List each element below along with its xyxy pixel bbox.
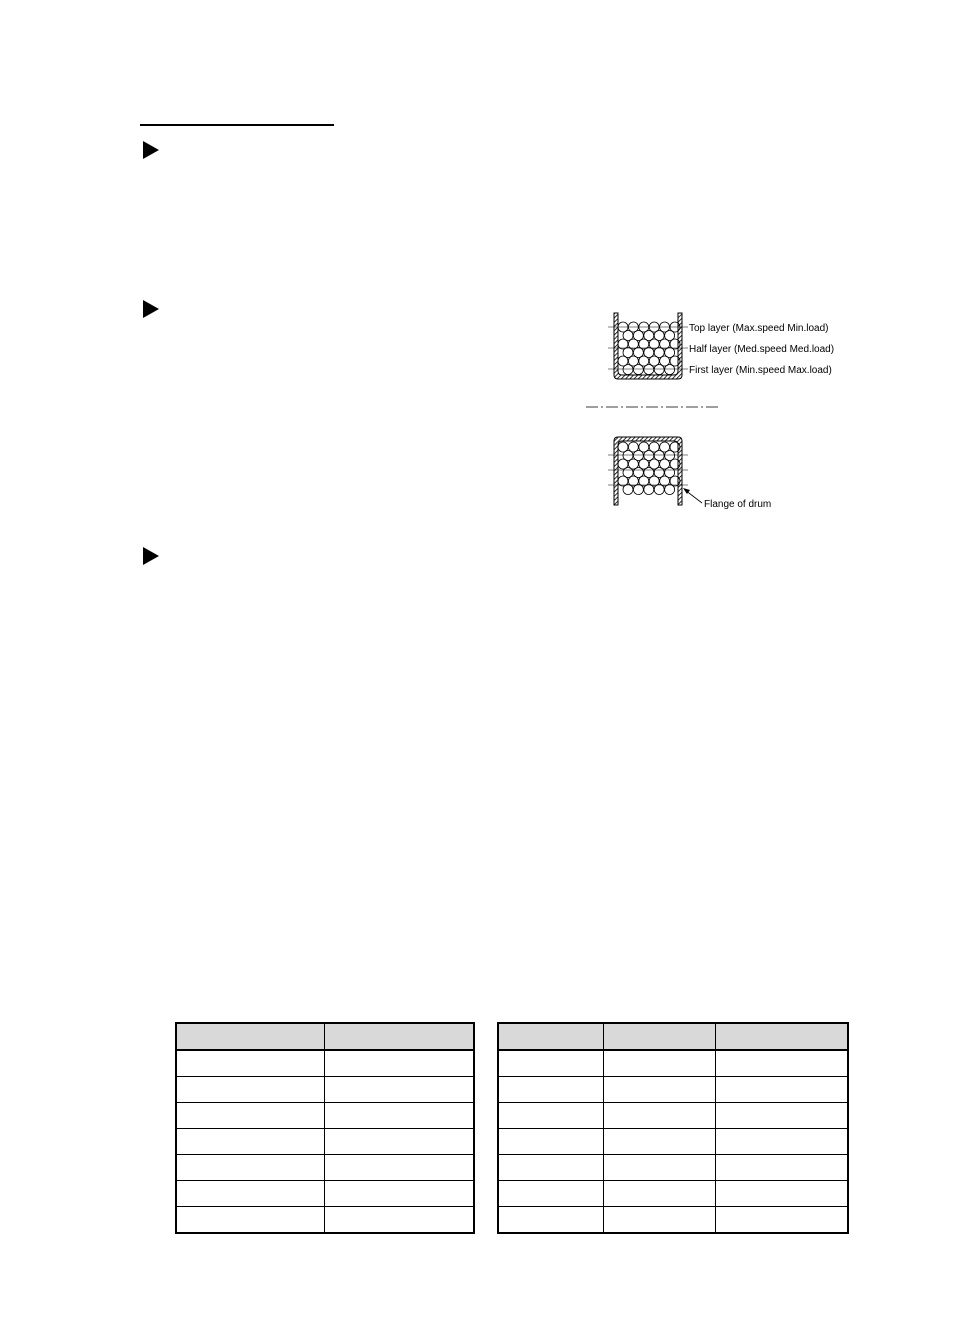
table-row [498, 1077, 848, 1103]
table-cell [603, 1103, 715, 1129]
table-cell [603, 1023, 715, 1050]
table-cell [324, 1103, 474, 1129]
table-row [498, 1103, 848, 1129]
table-row [498, 1155, 848, 1181]
table-cell [498, 1103, 603, 1129]
table-cell [498, 1155, 603, 1181]
table-cell [498, 1207, 603, 1234]
table-right [497, 1022, 849, 1234]
table-cell [176, 1181, 324, 1207]
rope-strand [665, 365, 675, 375]
rope-strand [633, 365, 643, 375]
table-cell [324, 1077, 474, 1103]
rope-strand [654, 485, 664, 495]
rope-strand [644, 365, 654, 375]
table-cell [603, 1129, 715, 1155]
table-cell [498, 1129, 603, 1155]
rope-strand [633, 485, 643, 495]
section-title-underline [140, 124, 334, 126]
drum-cross-section-lower [608, 437, 688, 505]
table-cell [715, 1155, 848, 1181]
rope-strand [623, 365, 633, 375]
table-row [176, 1103, 474, 1129]
bullet-arrow-icon [143, 300, 159, 318]
table-cell [176, 1050, 324, 1077]
drum-layer-diagram [580, 305, 870, 520]
table-cell [603, 1050, 715, 1077]
table-cell [324, 1155, 474, 1181]
table-cell [176, 1207, 324, 1234]
table-row [176, 1181, 474, 1207]
table-cell [715, 1050, 848, 1077]
table-cell [715, 1103, 848, 1129]
flange-label: Flange of drum [704, 499, 772, 510]
rope-strand [654, 365, 664, 375]
table-row [498, 1207, 848, 1234]
table-row [176, 1050, 474, 1077]
table-cell [324, 1023, 474, 1050]
table-cell [498, 1023, 603, 1050]
table-row [498, 1050, 848, 1077]
table-cell [176, 1103, 324, 1129]
half-layer-label: Half layer (Med.speed Med.load) [689, 344, 835, 355]
table-row [498, 1181, 848, 1207]
table-row [176, 1129, 474, 1155]
table-cell [176, 1023, 324, 1050]
first-layer-label: First layer (Min.speed Max.load) [689, 365, 832, 376]
table-cell [715, 1207, 848, 1234]
table-cell [603, 1181, 715, 1207]
table-cell [324, 1050, 474, 1077]
table-row [176, 1155, 474, 1181]
table-cell [498, 1077, 603, 1103]
table-cell [715, 1023, 848, 1050]
rope-strand [665, 485, 675, 495]
table-cell [498, 1050, 603, 1077]
table-row [176, 1077, 474, 1103]
table-cell [176, 1155, 324, 1181]
table-cell [715, 1181, 848, 1207]
bullet-arrow-icon [143, 547, 159, 565]
table-cell [715, 1077, 848, 1103]
table-row [498, 1129, 848, 1155]
bullet-arrow-icon [143, 141, 159, 159]
drum-cross-section-upper [608, 313, 688, 379]
table-header-row [498, 1023, 848, 1050]
table-cell [176, 1077, 324, 1103]
table-cell [715, 1129, 848, 1155]
table-cell [603, 1077, 715, 1103]
table-cell [603, 1207, 715, 1234]
table-cell [324, 1181, 474, 1207]
table-cell [498, 1181, 603, 1207]
top-layer-label: Top layer (Max.speed Min.load) [689, 323, 829, 334]
table-row [176, 1207, 474, 1234]
table-cell [324, 1207, 474, 1234]
rope-strand [644, 485, 654, 495]
table-cell [603, 1155, 715, 1181]
table-cell [324, 1129, 474, 1155]
rope-strand [623, 485, 633, 495]
table-left [175, 1022, 475, 1234]
table-cell [176, 1129, 324, 1155]
table-header-row [176, 1023, 474, 1050]
